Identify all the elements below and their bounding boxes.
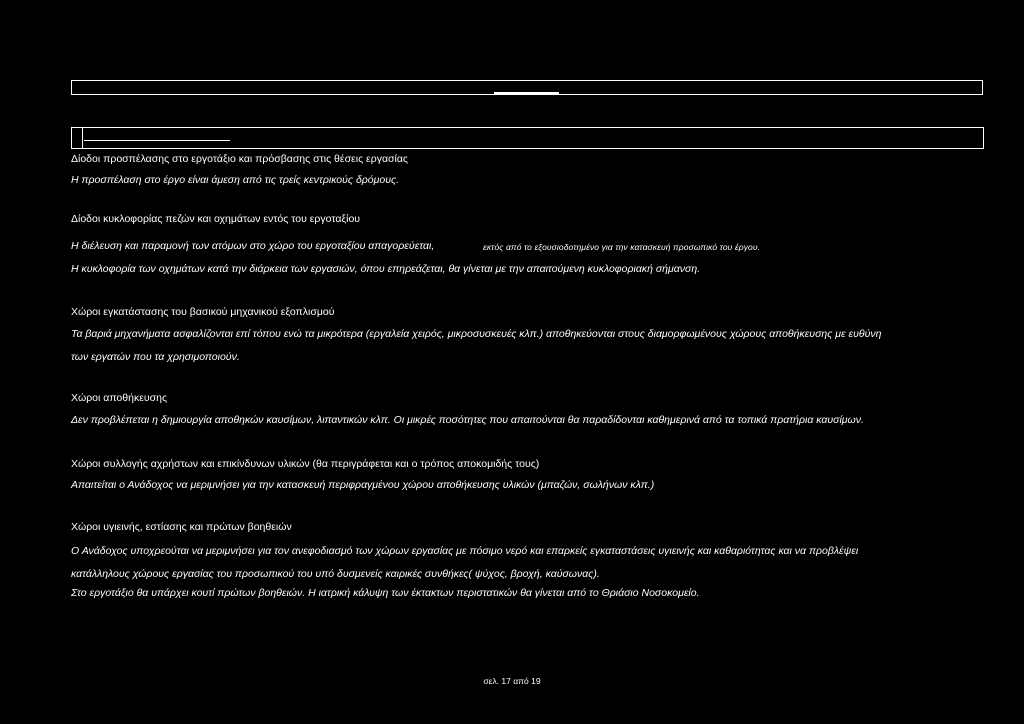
section-heading-access: Δίοδοι προσπέλασης στο εργοτάξιο και πρόσβασης στις θέσεις εργασίας [71,153,408,165]
section-frame-line [84,140,230,141]
section-heading-hygiene: Χώροι υγιεινής, εστίασης και πρώτων βοηθειών [71,521,292,533]
section-text-hygiene-3: Στο εργοτάξιο θα υπάρχει κουτί πρώτων βοηθειών. Η ιατρική κάλυψη των έκτακτων περιστατικών θα γίνεται από το Θριάσιο Νοσοκομείο. [71,587,700,599]
section-text-circulation-2: Η κυκλοφορία των οχημάτων κατά την διάρκεια των εργασιών, όπου επηρεάζεται, θα γίνεται με την απαιτούμενη κυκλοφοριακή σήμανση. [71,263,701,275]
section-frame [71,127,984,149]
section-text-circulation-b: εκτός από το εξουσιοδοτημένο για την κατασκευή προσωπικό του έργου. [483,242,761,252]
section-heading-circulation: Δίοδοι κυκλοφορίας πεζών και οχημάτων εντός του εργοταξίου [71,213,361,225]
section-text-circulation-a: Η διέλευση και παραμονή των ατόμων στο χώρο του εργοταξίου απαγορεύεται, [71,240,435,252]
section-text-hygiene-1: Ο Ανάδοχος υποχρεούται να μεριμνήσει για τον ανεφοδιασμό των χώρων εργασίας με πόσιμο νερό και επαρκείς εγκαταστάσεις υγιεινής και καθαριότητας και να προβλέψει [71,545,859,557]
section-text-storage: Δεν προβλέπεται η δημιουργία αποθηκών καυσίμων, λιπαντικών κλπ. Οι μικρές ποσότητες που απαιτούνται θα παραδίδονται καθημερινά από τα τοπικά πρατήρια καυσίμων. [71,414,864,426]
page-number: σελ. 17 από 19 [483,676,541,686]
section-text-waste: Απαιτείται ο Ανάδοχος να μεριμνήσει για την κατασκευή περιφραγμένου χώρου αποθήκευσης υλικών (μπαζών, σωλήνων κλπ.) [71,479,655,491]
header-frame-mark [494,92,559,95]
section-text-equipment-1: Τα βαριά μηχανήματα ασφαλίζονται επί τόπου ενώ τα μικρότερα (εργαλεία χειρός, μικροσυσκευές κλπ.) αποθηκεύονται στους διαμορφωμένους χώρους αποθήκευσης με ευθύνη [71,328,882,340]
section-heading-equipment: Χώροι εγκατάστασης του βασικού μηχανικού εξοπλισμού [71,306,335,318]
section-frame-tick [82,127,83,149]
section-heading-storage: Χώροι αποθήκευσης [71,392,168,404]
section-text-equipment-2: των εργατών που τα χρησιμοποιούν. [71,351,240,363]
section-heading-waste: Χώροι συλλογής αχρήστων και επικίνδυνων υλικών (θα περιγράφεται και ο τρόπος αποκομιδής τους) [71,458,540,470]
section-text-access: Η προσπέλαση στο έργο είναι άμεση από τις τρείς κεντρικούς δρόμους. [71,174,400,186]
section-text-hygiene-2: κατάλληλους χώρους εργασίας του προσωπικού του υπό δυσμενείς καιρικές συνθήκες( ψύχος, βροχή, καύσωνας). [71,568,600,580]
